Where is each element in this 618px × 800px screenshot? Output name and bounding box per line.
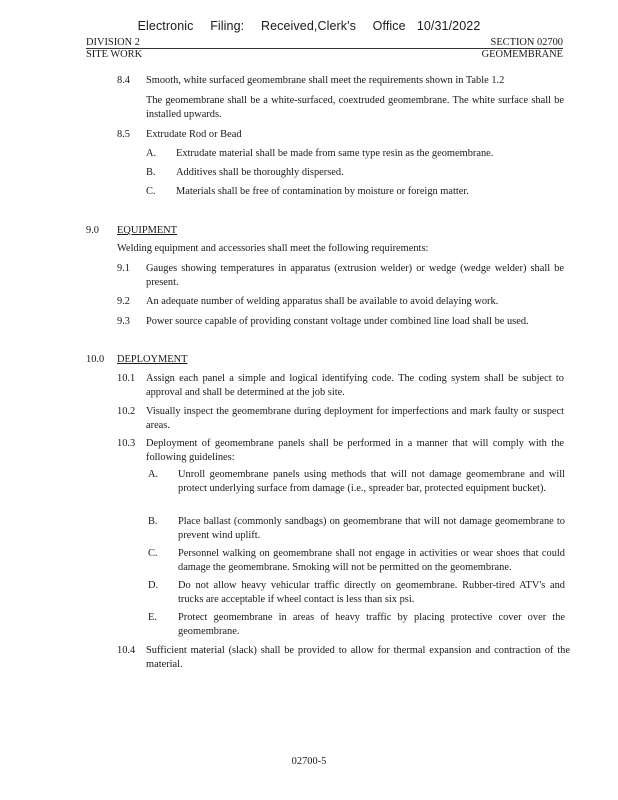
clause-text: An adequate number of welding apparatus shall be available to avoid delaying work. [146, 296, 499, 307]
clause-number: 10.4 [117, 645, 136, 656]
guideline-letter: B. [148, 516, 158, 527]
clause-text: Assign each panel a simple and logical identifying code. The coding system shall be subject to approval and shall be determined at the job site. [146, 373, 564, 398]
header-section: SECTION 02700 [490, 37, 563, 48]
guideline-text: Place ballast (commonly sandbags) on geomembrane that will not damage geomembrane to prevent wind uplift. [178, 516, 565, 541]
section-number: 9.0 [86, 225, 99, 236]
item-letter: B. [146, 167, 156, 178]
item-text: Extrudate material shall be made from same type resin as the geomembrane. [176, 148, 494, 159]
section-title: EQUIPMENT [117, 225, 178, 236]
clause-number: 9.3 [117, 316, 130, 327]
section-intro: Welding equipment and accessories shall meet the following requirements: [117, 243, 429, 254]
clause-text: Sufficient material (slack) shall be provided to allow for thermal expansion and contraction of the material. [146, 645, 570, 670]
clause-number: 10.3 [117, 438, 136, 449]
filing-stamp: Electronic Filing: Received,Clerk's Office 10/31/2022 [137, 19, 481, 33]
guideline-text: Unroll geomembrane panels using methods that will not damage geomembrane and will protect underlying surface from damage (i.e., spreader bar, protected equipment bucket). [178, 469, 565, 494]
item-letter: A. [146, 148, 157, 159]
clause-title: Extrudate Rod or Bead [146, 129, 242, 140]
section-title: DEPLOYMENT [117, 354, 188, 365]
guideline-letter: C. [148, 548, 158, 559]
clause-text: Power source capable of providing constant voltage under combined line load shall be used. [146, 316, 529, 327]
clause-number: 10.2 [117, 406, 136, 417]
clause-text: Visually inspect the geomembrane during deployment for imperfections and mark faulty or suspect areas. [146, 406, 564, 431]
item-letter: C. [146, 186, 156, 197]
item-text: Materials shall be free of contamination by moisture or foreign matter. [176, 186, 469, 197]
clause-number: 8.4 [117, 75, 130, 86]
item-text: Additives shall be thoroughly dispersed. [176, 167, 344, 178]
clause-number: 10.1 [117, 373, 136, 384]
clause-paragraph: The geomembrane shall be a white-surfaced, coextruded geomembrane. The white surface shall be installed upwards. [146, 95, 564, 120]
clause-text: Smooth, white surfaced geomembrane shall meet the requirements shown in Table 1.2 [146, 75, 505, 86]
clause-number: 8.5 [117, 129, 130, 140]
guideline-text: Protect geomembrane in areas of heavy traffic by placing protective cover over the geomembrane. [178, 612, 565, 637]
header-category: SITE WORK [86, 49, 143, 60]
clause-number: 9.2 [117, 296, 130, 307]
guideline-letter: A. [148, 469, 159, 480]
clause-text: Gauges showing temperatures in apparatus (extrusion welder) or wedge (wedge welder) shall be present. [146, 263, 564, 288]
guideline-letter: D. [148, 580, 159, 591]
clause-number: 9.1 [117, 263, 130, 274]
header-title: GEOMEMBRANE [481, 49, 563, 60]
clause-text: Deployment of geomembrane panels shall be performed in a manner that will comply with the following guidelines: [146, 438, 564, 463]
guideline-text: Personnel walking on geomembrane shall not engage in activities or wear shoes that could damage the geomembrane. Smoking will not be permitted on the geomembrane. [178, 548, 565, 573]
section-number: 10.0 [86, 354, 105, 365]
page-number: 02700-5 [291, 756, 327, 767]
guideline-letter: E. [148, 612, 157, 623]
header-division: DIVISION 2 [86, 37, 140, 48]
guideline-text: Do not allow heavy vehicular traffic directly on geomembrane. Rubber-tired ATV's and trucks are acceptable if wheel contact is less than six psi. [178, 580, 565, 605]
